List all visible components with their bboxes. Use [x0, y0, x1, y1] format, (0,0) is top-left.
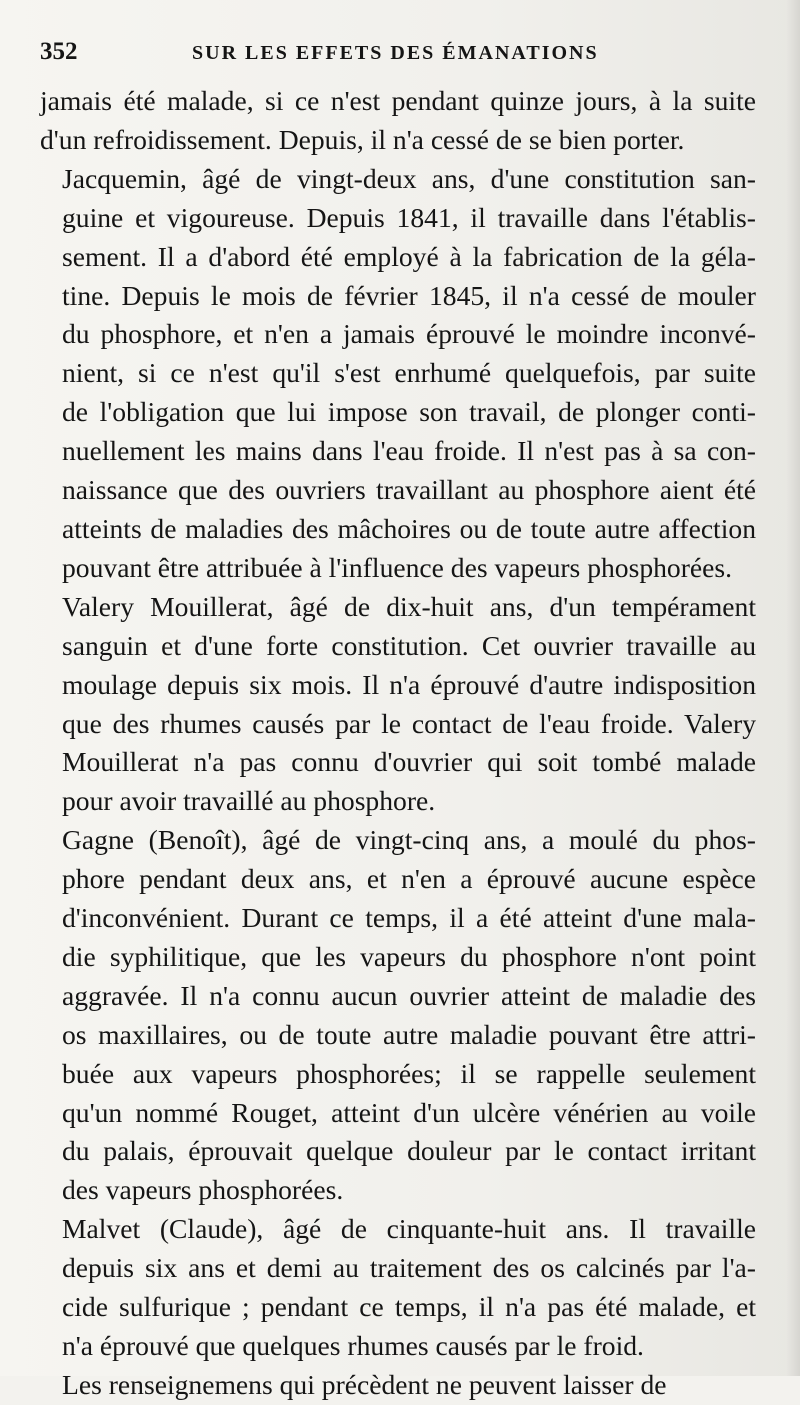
text-line: die syphilitique, que les vapeurs du phosphore n'ont point: [62, 940, 756, 972]
text-line: d'inconvénient. Durant ce temps, il a été atteint d'une mala-: [62, 902, 756, 934]
text-line: Jacquemin, âgé de vingt-deux ans, d'une constitution san-: [62, 162, 756, 194]
text-line: Gagne (Benoît), âgé de vingt-cinq ans, a moulé du phos-: [62, 824, 756, 856]
page-number: 352: [40, 38, 78, 65]
text-line: Mouillerat n'a pas connu d'ouvrier qui soit tombé malade: [62, 746, 756, 778]
paragraph: [40, 160, 756, 588]
paragraph: [40, 82, 756, 160]
text-line: os maxillaires, ou de toute autre maladie pouvant être attri-: [62, 1018, 756, 1050]
text-line: sement. Il a d'abord été employé à la fabrication de la géla-: [62, 240, 756, 272]
text-line: moulage depuis six mois. Il n'a éprouvé d'autre indisposition: [62, 668, 756, 700]
text-line: buée aux vapeurs phosphorées; il se rappelle seulement: [62, 1057, 756, 1089]
paragraph: [40, 1210, 756, 1366]
text-line: Valery Mouillerat, âgé de dix-huit ans, d'un tempérament: [62, 590, 756, 622]
text-line: du palais, éprouvait quelque douleur par le contact irritant: [62, 1135, 756, 1167]
text-line: qu'un nommé Rouget, atteint d'un ulcère vénérien au voile: [62, 1096, 756, 1128]
text-line: jamais été malade, si ce n'est pendant quinze jours, à la suite: [40, 85, 756, 116]
text-line: nuellement les mains dans l'eau froide. Il n'est pas à sa con-: [62, 435, 756, 467]
body-text: [40, 82, 756, 1405]
text-line: phore pendant deux ans, et n'en a éprouvé aucune espèce: [62, 863, 756, 895]
text-line: n'a éprouvé que quelques rhumes causés par le froid.: [62, 1330, 644, 1361]
text-line: de l'obligation que lui impose son travail, de plonger conti-: [62, 396, 756, 428]
text-line: aggravée. Il n'a connu aucun ouvrier atteint de maladie des: [62, 979, 756, 1011]
paragraph: [40, 821, 756, 1210]
page-edge-shadow: [786, 0, 800, 1376]
text-line: nient, si ce n'est qu'il s'est enrhumé quelquefois, par suite: [62, 357, 756, 389]
text-line: Malvet (Claude), âgé de cinquante-huit ans. Il travaille: [62, 1213, 756, 1245]
text-line: Les renseignemens qui précèdent ne peuvent laisser de: [62, 1368, 667, 1400]
paragraph: [40, 588, 756, 821]
paragraph: [40, 1366, 756, 1405]
text-line: du phosphore, et n'en a jamais éprouvé le moindre inconvé-: [62, 318, 756, 350]
text-line: pour avoir travaillé au phosphore.: [62, 785, 436, 817]
text-line: des vapeurs phosphorées.: [62, 1174, 344, 1206]
text-line: guine et vigoureuse. Depuis 1841, il travaille dans l'établis-: [62, 201, 756, 233]
text-line: naissance que des ouvriers travaillant au phosphore aient été: [62, 474, 756, 506]
running-head: SUR LES EFFETS DES ÉMANATIONS: [192, 42, 599, 64]
text-line: pouvant être attribuée à l'influence des vapeurs phosphorées.: [62, 551, 733, 583]
text-line: depuis six ans et demi au traitement des os calcinés par l'a-: [62, 1252, 756, 1284]
text-line: sanguin et d'une forte constitution. Cet ouvrier travaille au: [62, 629, 756, 661]
text-line: atteints de maladies des mâchoires ou de toute autre affection: [62, 512, 756, 544]
page-header: [40, 38, 756, 82]
text-line: tine. Depuis le mois de février 1845, il n'a cessé de mouler: [62, 279, 756, 311]
text-line: que des rhumes causés par le contact de l'eau froide. Valery: [62, 707, 756, 739]
text-line: d'un refroidissement. Depuis, il n'a cessé de se bien porter.: [40, 123, 685, 155]
text-line: cide sulfurique ; pendant ce temps, il n'a pas été malade, et: [62, 1291, 756, 1323]
